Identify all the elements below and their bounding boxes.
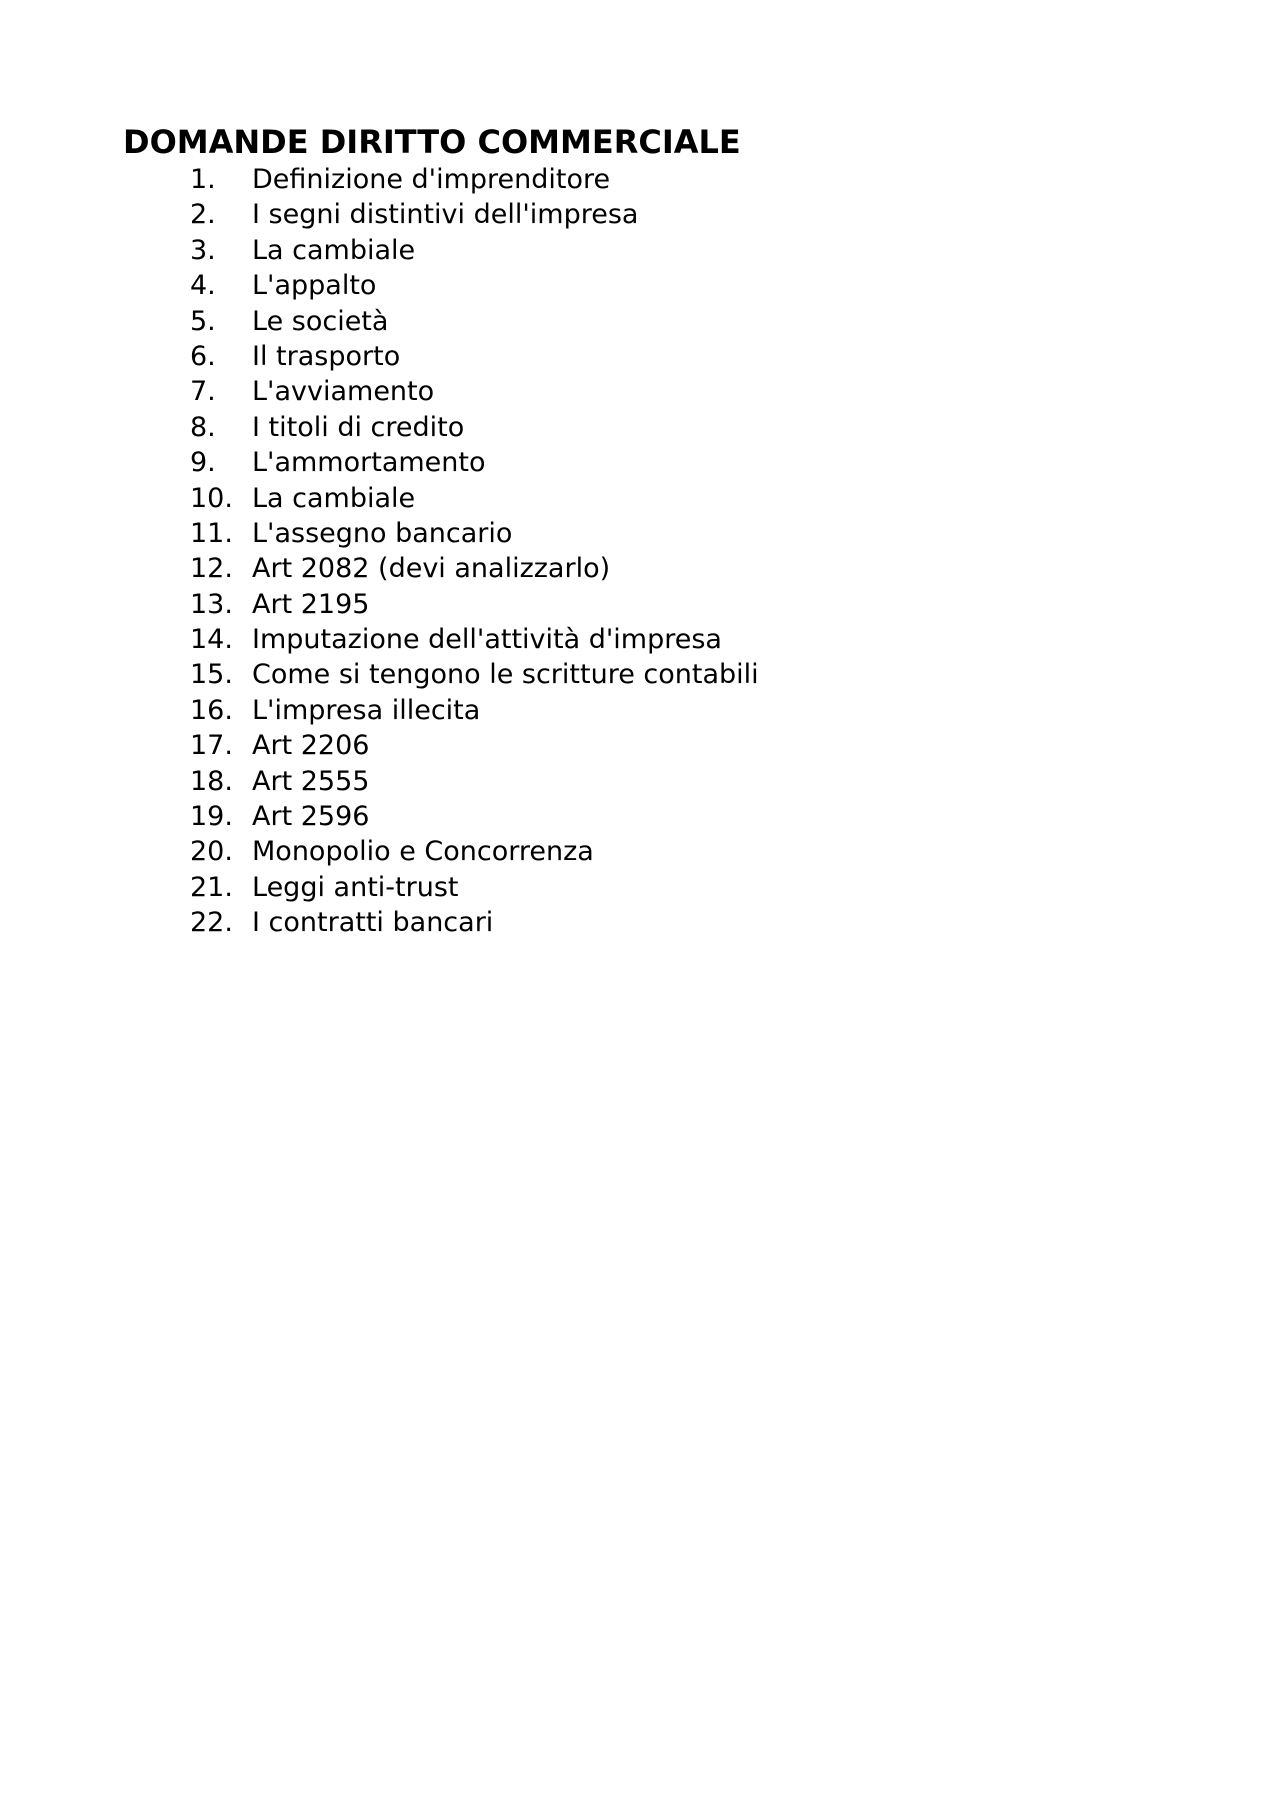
list-item-text: Art 2206 [252,730,370,762]
list-item-text: Art 2596 [252,801,370,833]
list-item-text: I contratti bancari [252,907,494,939]
list-item-text: Il trasporto [252,340,401,372]
list-item-number: 17. [190,730,233,762]
list-item-number: 16. [190,694,233,726]
list-item-text: Art 2082 (devi analizzarlo) [252,553,611,585]
list-item-text: Leggi anti-trust [252,871,459,903]
list-item-text: L'impresa illecita [252,694,481,726]
list-item-number: 4. [190,270,216,302]
list-item-text: La cambiale [252,234,416,266]
list-item-number: 10. [190,482,233,514]
list-item-number: 6. [190,340,216,372]
list-item-number: 21. [190,871,233,903]
list-item-number: 18. [190,765,233,797]
list-item-number: 14. [190,624,233,656]
list-item-text: Come si tengono le scritture contabili [252,659,759,691]
list-item-number: 11. [190,517,233,549]
list-item-number: 7. [190,376,216,408]
list-item-text: La cambiale [252,482,416,514]
list-item-text: Art 2555 [252,765,370,797]
list-item-text: I titoli di credito [252,411,465,443]
list-item-number: 19. [190,801,233,833]
list-item-number: 3. [190,234,216,266]
document-title: DOMANDE DIRITTO COMMERCIALE [123,123,741,161]
list-item-number: 22. [190,907,233,939]
list-item-text: Le società [252,305,389,337]
list-item-text: L'assegno bancario [252,517,513,549]
list-item-text: L'avviamento [252,376,435,408]
list-item-text: Art 2195 [252,588,370,620]
list-item-text: L'ammortamento [252,447,486,479]
list-item-text: Imputazione dell'attività d'impresa [252,624,722,656]
list-item-text: Monopolio e Concorrenza [252,836,594,868]
list-item-number: 13. [190,588,233,620]
list-item-number: 1. [190,164,216,195]
list-item-number: 12. [190,553,233,585]
list-item-text: I segni distintivi dell'impresa [252,199,639,231]
list-item-text: L'appalto [252,270,377,302]
list-item-number: 5. [190,305,216,337]
list-item-number: 9. [190,447,216,479]
list-item-number: 20. [190,836,233,868]
list-item-number: 15. [190,659,233,691]
list-item-number: 8. [190,411,216,443]
list-item-text: Definizione d'imprenditore [252,164,611,195]
list-item-number: 2. [190,199,216,231]
